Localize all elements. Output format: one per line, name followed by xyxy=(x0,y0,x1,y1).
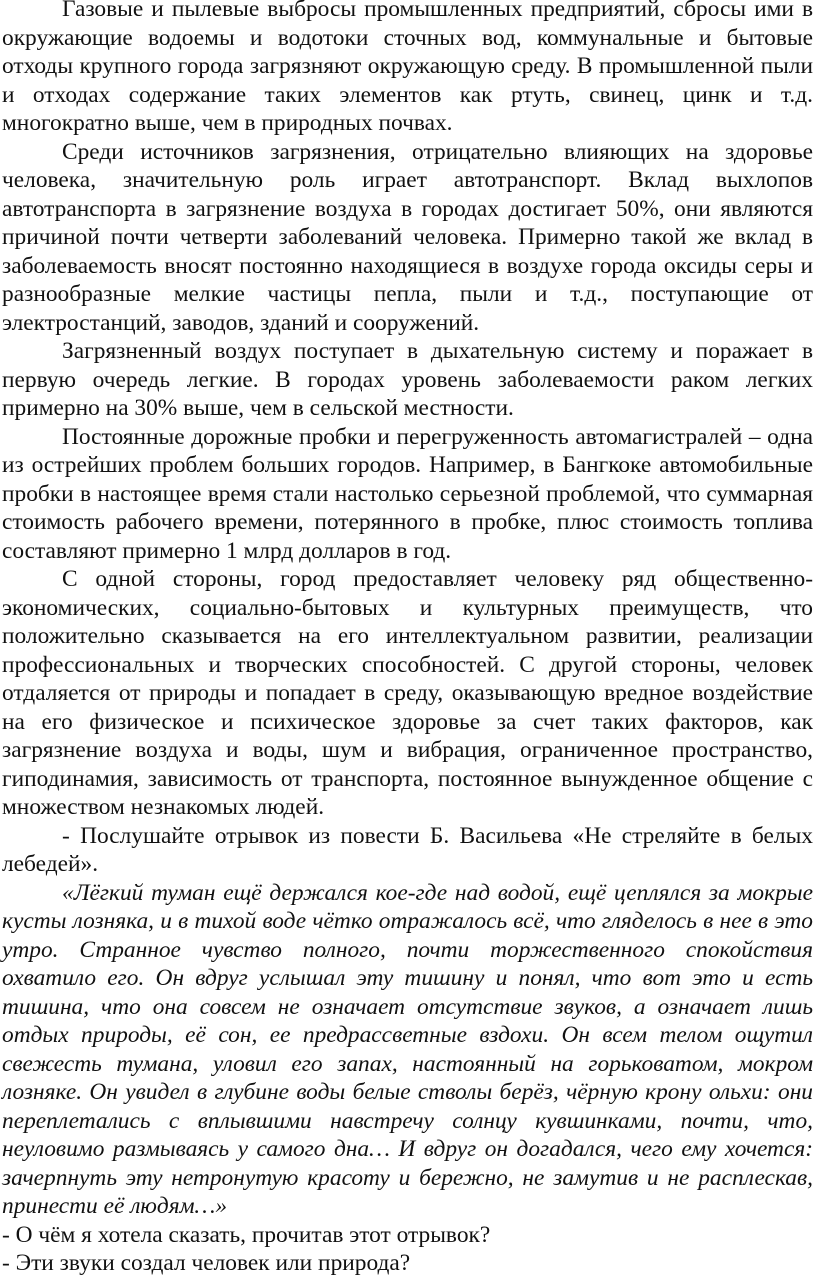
paragraph-transport-pollution: Среди источников загрязнения, отрицательно влияющих на здоровье человека, значительную роль играет автотранспорт. Вклад выхлопов автотранспорта в загрязнение воздуха в городах достигает 50%, они являются причиной почти четверти заболеваний человека. Примерно такой же вклад в заболеваемость вносят постоянно находящиеся в воздухе города оксиды серы и разнообразные мелкие частицы пепла, пыли и т.д., поступающие от электростанций, заводов, зданий и сооружений. xyxy=(2,138,813,336)
quote-vasiliev-excerpt: «Лёгкий туман ещё держался кое-где над водой, ещё цеплялся за мокрые кусты лозняка, и в тихой воде чётко отражалось всё, что гляделось в нее в это утро. Странное чувство полного, почти торжественного спокойствия охватило его. Он вдруг услышал эту тишину и понял, что вот это и есть тишина, что она совсем не означает отсутствие звуков, а означает лишь отдых природы, её сон, ее предрассветные вздохи. Он всем телом ощутил свежесть тумана, уловил его запах, настоянный на горьковатом, мокром лозняке. Он увидел в глубине воды белые стволы берёз, чёрную крону ольхи: они переплетались с вплывшими навстречу солнцу кувшинками, почти, что, неуловимо размываясь у самого дна… И вдруг он догадался, чего ему хочется: зачерпнуть эту нетронутую красоту и бережно, не замутив и не расплескав, принести её людям…» xyxy=(2,879,813,1219)
paragraph-air-lungs: Загрязненный воздух поступает в дыхательную систему и поражает в первую очередь легкие. В городах уровень заболеваемости раком легких примерно на 30% выше, чем в сельской местности. xyxy=(2,338,813,421)
paragraph-traffic-jams: Постоянные дорожные пробки и перегруженность автомагистралей – одна из острейших проблем больших городов. Например, в Бангкоке автомобильные пробки в настоящее время стали настолько серьезной проблемой, что суммарная стоимость рабочего времени, потерянного в пробке, плюс стоимость топлива составляют примерно 1 млрд долларов в год. xyxy=(2,423,813,564)
paragraph-city-advantages: С одной стороны, город предоставляет человеку ряд общественно-экономических, социально-бытовых и культурных преимуществ, что положительно сказывается на его интеллектуальном развитии, реализации профессиональных и творческих способностей. С другой стороны, человек отдаляется от природы и попадает в среду, оказывающую вредное воздействие на его физическое и психическое здоровье за счет таких факторов, как загрязнение воздуха и воды, шум и вибрация, ограниченное пространство, гиподинамия, зависимость от транспорта, постоянное вынужденное общение с множеством незнакомых людей. xyxy=(2,566,813,820)
paragraph-industrial-pollution: Газовые и пылевые выбросы промышленных предприятий, сбросы ими в окружающие водоемы и водотоки сточных вод, коммунальные и бытовые отходы крупного города загрязняют окружающую среду. В промышленной пыли и отходах содержание таких элементов как ртуть, свинец, цинк и т.д. многократно выше, чем в природных почвах. xyxy=(2,0,813,136)
question-who-created-sounds: - Эти звуки создал человек или природа? xyxy=(2,1250,411,1276)
paragraph-listen-excerpt: - Послушайте отрывок из повести Б. Васильева «Не стреляйте в белых лебедей». xyxy=(2,822,813,877)
question-what-meant: - О чём я хотела сказать, прочитав этот отрывок? xyxy=(2,1221,491,1248)
